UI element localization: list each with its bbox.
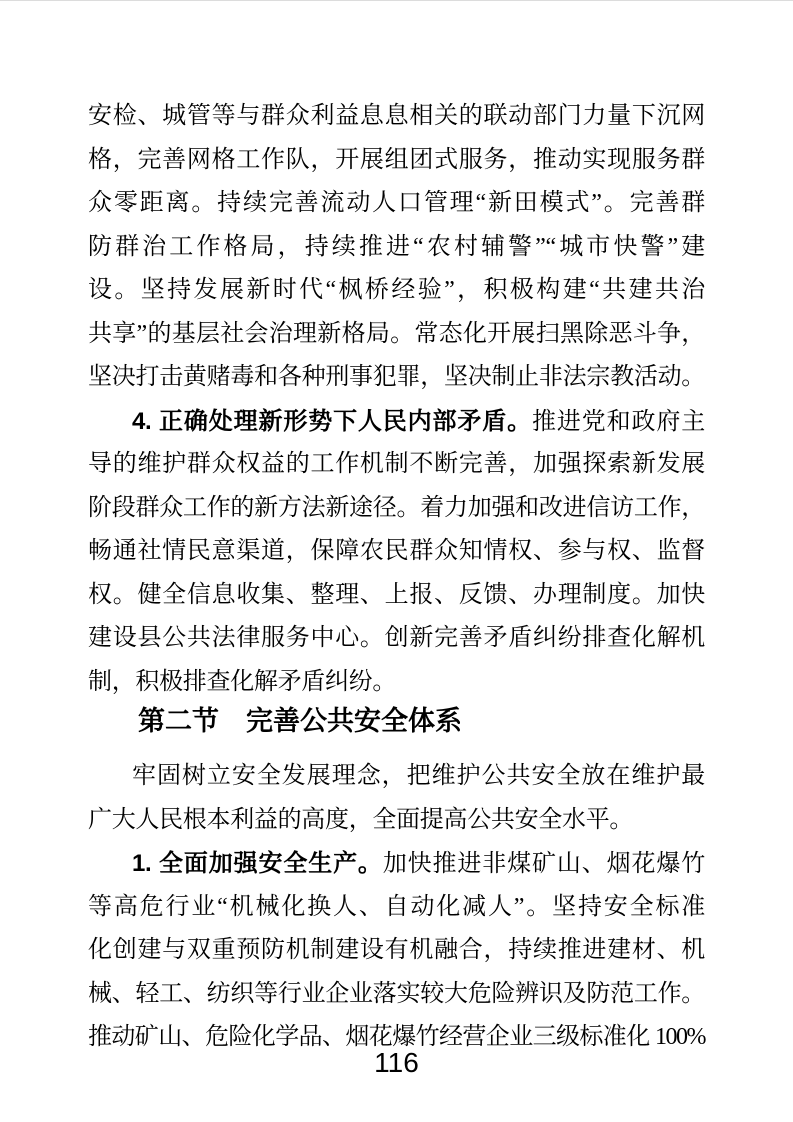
- paragraph-2-line-3: 阶段群众工作的新方法新途径。着力加强和改进信访工作，: [88, 494, 705, 521]
- paragraph-4-lead-rest: 加快推进非煤矿山、烟花爆竹: [382, 851, 705, 877]
- page-number: 116: [374, 1047, 419, 1078]
- paragraph-2-runin-heading: 4. 正确处理新形势下人民内部矛盾。: [132, 407, 533, 435]
- paragraph-4-line-2: 等高危行业“机械化换人、自动化减人”。坚持安全标准: [88, 893, 705, 920]
- paragraph-1-line-6: 共享”的基层社会治理新格局。常态化开展扫黑除恶斗争，: [88, 320, 705, 347]
- paragraph-1-line-7: 坚决打击黄赌毒和各种刑事犯罪，坚决制止非法宗教活动。: [88, 364, 705, 390]
- paragraph-2-line-7: 制，积极排查化解矛盾纠纷。: [88, 668, 397, 695]
- paragraph-4-runin-heading: 1. 全面加强安全生产。: [132, 850, 383, 877]
- paragraph-3-line-2: 广大人民根本利益的高度，全面提高公共安全水平。: [88, 806, 634, 833]
- section-number: 第二节: [138, 706, 219, 736]
- paragraph-1-line-1: 安检、城管等与群众利益息息相关的联动部门力量下沉网: [88, 103, 705, 129]
- document-text-column: [88, 95, 705, 1060]
- paragraph-1-line-3: 众零距离。持续完善流动人口管理“新田模式”。完善群: [88, 190, 705, 216]
- paragraph-2-line-5: 权。健全信息收集、整理、上报、反馈、办理制度。加快: [88, 581, 705, 608]
- section-title: 完善公共安全体系: [246, 706, 462, 736]
- page-top-scan-edge: [0, 0, 793, 1]
- paragraph-2-line-6: 建设县公共法律服务中心。创新完善矛盾纠纷排查化解机: [88, 625, 705, 651]
- paragraph-2-line-2: 导的维护群众权益的工作机制不断完善，加强探索新发展: [88, 451, 705, 477]
- section-heading: [88, 704, 705, 755]
- paragraph-2-line-4: 畅通社情民意渠道，保障农民群众知情权、参与权、监督: [88, 538, 705, 564]
- paragraph-2-lead-rest: 推进党和政府主: [532, 408, 705, 435]
- paragraph-4-lead-line: [88, 842, 705, 886]
- paragraph-4-line-4: 械、轻工、纺织等行业企业落实较大危险辨识及防范工作。: [88, 980, 705, 1007]
- paragraph-4-line-5: 推动矿山、危险化学品、烟花爆竹经营企业三级标准化 100%: [88, 1024, 705, 1050]
- paragraph-1-line-4: 防群治工作格局，持续推进“农村辅警”“城市快警”建: [88, 233, 705, 260]
- paragraph-1-line-5: 设。坚持发展新时代“枫桥经验”，积极构建“共建共治: [88, 277, 705, 303]
- paragraph-3-line-1: 牢固树立安全发展理念，把维护公共安全放在维护最: [132, 763, 705, 789]
- paragraph-4-line-3: 化创建与双重预防机制建设有机融合，持续推进建材、机: [88, 937, 705, 963]
- paragraph-1-line-2: 格，完善网格工作队，开展组团式服务，推动实现服务群: [88, 146, 705, 173]
- paragraph-2-lead-line: [88, 400, 705, 444]
